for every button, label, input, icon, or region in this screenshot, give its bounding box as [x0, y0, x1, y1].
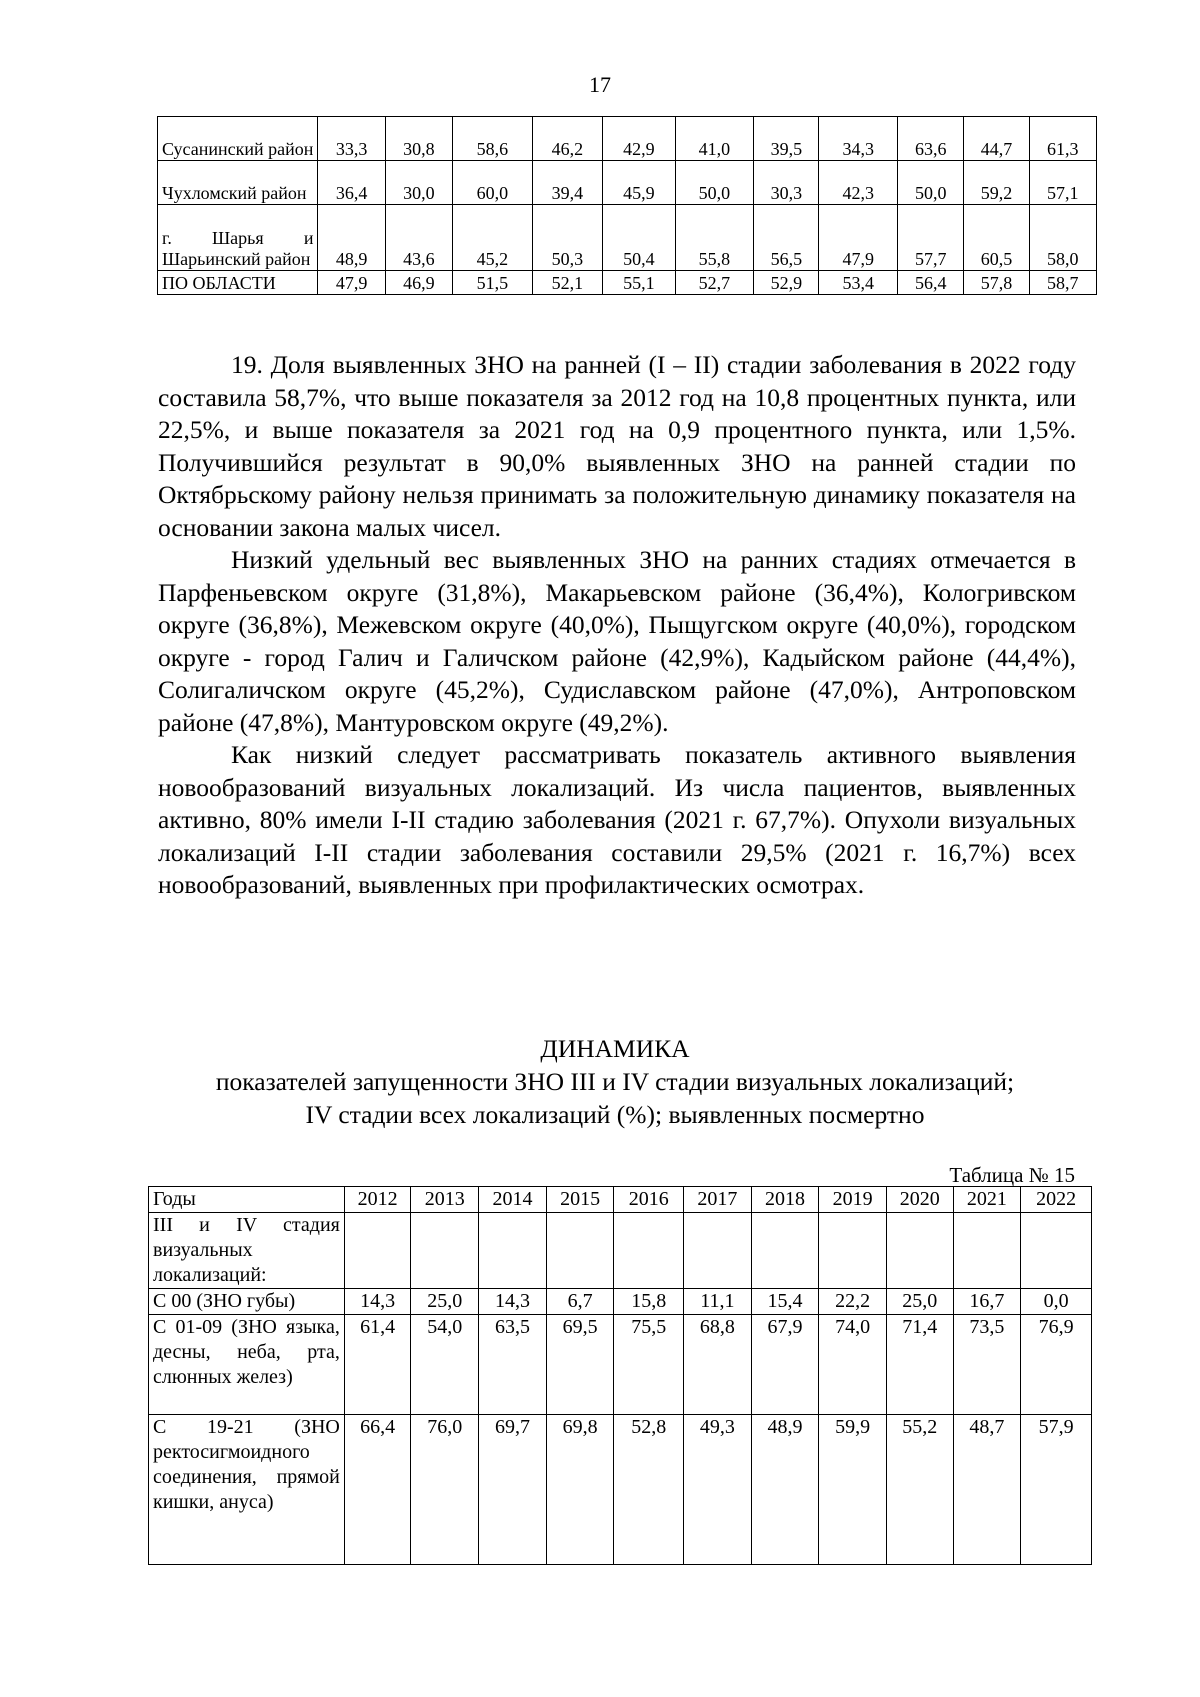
heading-title: ДИНАМИКА — [540, 1034, 690, 1063]
value-cell: 60,0 — [453, 161, 533, 205]
value-cell: 52,1 — [532, 271, 602, 295]
value-cell: 14,3 — [479, 1289, 547, 1315]
paragraph: Как низкий следует рассматривать показатель активного выявления новообразований визуальных локализаций. Из числа пациентов, выявленных активно, 80% имели I-II стадию заболевания (2021 г. 67,7%). Опухоли визуальных локализаций I-II стадии заболевания составили 29,5% (2021 г. 16,7%) всех новообразований, выявленных при профилактических осмотрах. — [158, 740, 1076, 899]
empty-cell — [411, 1213, 479, 1289]
value-cell: 52,9 — [754, 271, 819, 295]
page-number: 17 — [589, 72, 611, 97]
empty-cell — [614, 1213, 684, 1289]
row-label-cell: С 19-21 (ЗНО ректосигмоидного соединения, прямой кишки, ануса) — [149, 1415, 345, 1565]
value-cell: 53,4 — [819, 271, 898, 295]
value-cell: 41,0 — [675, 117, 754, 161]
empty-cell — [953, 1213, 1021, 1289]
value-cell: 73,5 — [953, 1315, 1021, 1415]
value-cell: 69,8 — [546, 1415, 614, 1565]
table-heading — [150, 1032, 1080, 1131]
value-cell: 36,4 — [318, 161, 385, 205]
value-cell: 76,0 — [411, 1415, 479, 1565]
value-cell: 57,1 — [1029, 161, 1096, 205]
value-cell: 58,7 — [1029, 271, 1096, 295]
value-cell: 67,9 — [751, 1315, 819, 1415]
value-cell: 59,9 — [819, 1415, 887, 1565]
value-cell: 14,3 — [344, 1289, 411, 1315]
value-cell: 30,0 — [385, 161, 452, 205]
value-cell: 15,8 — [614, 1289, 684, 1315]
value-cell: 11,1 — [684, 1289, 752, 1315]
value-cell: 46,2 — [532, 117, 602, 161]
value-cell: 50,0 — [675, 161, 754, 205]
value-cell: 33,3 — [318, 117, 385, 161]
table-row — [149, 1315, 1092, 1415]
table-row — [158, 161, 1097, 205]
value-cell: 55,8 — [675, 205, 754, 271]
value-cell: 25,0 — [411, 1289, 479, 1315]
year-header-cell: 2022 — [1021, 1187, 1092, 1213]
heading-subtitle-line1: показателей запущенности ЗНО III и IV стадии визуальных локализаций; — [215, 1067, 1015, 1096]
value-cell: 34,3 — [819, 117, 898, 161]
value-cell: 0,0 — [1021, 1289, 1092, 1315]
paragraph: 19. Доля выявленных ЗНО на ранней (I – II) стадии заболевания в 2022 году составила 58,7%, что выше показателя за 2012 год на 10,8 процентных пункта, или 22,5%, и выше показателя за 2021 год на 0,9 процентного пункта, или 1,5%. Получившийся результат в 90,0% выявленных ЗНО на ранней стадии по Октябрьскому району нельзя принимать за положительную динамику показателя на основании закона малых чисел. — [158, 350, 1076, 542]
value-cell: 25,0 — [886, 1289, 953, 1315]
year-header-cell: 2013 — [411, 1187, 479, 1213]
value-cell: 69,5 — [546, 1315, 614, 1415]
value-cell: 51,5 — [453, 271, 533, 295]
value-cell: 57,7 — [898, 205, 964, 271]
year-header-cell: 2014 — [479, 1187, 547, 1213]
section-label-cell: III и IV стадия визуальных локализаций: — [149, 1213, 345, 1289]
value-cell: 75,5 — [614, 1315, 684, 1415]
value-cell: 52,7 — [675, 271, 754, 295]
heading-subtitle-line2: IV стадии всех локализаций (%); выявленных посмертно — [305, 1100, 925, 1129]
neglect-dynamics-table — [148, 1186, 1092, 1565]
value-cell: 47,9 — [318, 271, 385, 295]
value-cell: 39,5 — [754, 117, 819, 161]
value-cell: 59,2 — [964, 161, 1029, 205]
value-cell: 63,5 — [479, 1315, 547, 1415]
table-row — [158, 117, 1097, 161]
district-name-cell: г. Шарья и Шарьинский район — [158, 205, 318, 271]
value-cell: 71,4 — [886, 1315, 953, 1415]
value-cell: 56,4 — [898, 271, 964, 295]
table-header-row — [149, 1187, 1092, 1213]
value-cell: 39,4 — [532, 161, 602, 205]
empty-cell — [479, 1213, 547, 1289]
empty-cell — [751, 1213, 819, 1289]
value-cell: 44,7 — [964, 117, 1029, 161]
body-text — [158, 349, 1076, 902]
paragraph: Низкий удельный вес выявленных ЗНО на ранних стадиях отмечается в Парфеньевском округе (31,8%), Макарьевском районе (36,4%), Кологривском округе (36,8%), Межевском округе (40,0%), Пыщугском округе (40,0%), городском округе - город Галич и Галичском районе (42,9%), Кадыйском районе (44,4%), Солигаличском округе (45,2%), Судиславском районе (47,0%), Антроповском районе (47,8%), Мантуровском округе (49,2%). — [158, 545, 1076, 737]
section-row — [149, 1213, 1092, 1289]
empty-cell — [886, 1213, 953, 1289]
value-cell: 42,9 — [603, 117, 675, 161]
value-cell: 48,9 — [318, 205, 385, 271]
empty-cell — [344, 1213, 411, 1289]
value-cell: 16,7 — [953, 1289, 1021, 1315]
year-header-cell: 2020 — [886, 1187, 953, 1213]
value-cell: 30,3 — [754, 161, 819, 205]
value-cell: 58,0 — [1029, 205, 1096, 271]
year-header-cell: 2016 — [614, 1187, 684, 1213]
value-cell: 69,7 — [479, 1415, 547, 1565]
year-header-cell: 2019 — [819, 1187, 887, 1213]
years-header-cell: Годы — [149, 1187, 345, 1213]
value-cell: 52,8 — [614, 1415, 684, 1565]
empty-cell — [546, 1213, 614, 1289]
value-cell: 76,9 — [1021, 1315, 1092, 1415]
year-header-cell: 2012 — [344, 1187, 411, 1213]
value-cell: 60,5 — [964, 205, 1029, 271]
row-label-cell: С 00 (ЗНО губы) — [149, 1289, 345, 1315]
value-cell: 54,0 — [411, 1315, 479, 1415]
value-cell: 57,8 — [964, 271, 1029, 295]
value-cell: 48,7 — [953, 1415, 1021, 1565]
row-label-cell: С 01-09 (ЗНО языка, десны, неба, рта, слюнных желез) — [149, 1315, 345, 1415]
value-cell: 50,0 — [898, 161, 964, 205]
value-cell: 56,5 — [754, 205, 819, 271]
value-cell: 6,7 — [546, 1289, 614, 1315]
year-header-cell: 2018 — [751, 1187, 819, 1213]
year-header-cell: 2015 — [546, 1187, 614, 1213]
value-cell: 47,9 — [819, 205, 898, 271]
value-cell: 22,2 — [819, 1289, 887, 1315]
table-row — [158, 271, 1097, 295]
value-cell: 46,9 — [385, 271, 452, 295]
value-cell: 30,8 — [385, 117, 452, 161]
table-row — [149, 1289, 1092, 1315]
year-header-cell: 2017 — [684, 1187, 752, 1213]
value-cell: 43,6 — [385, 205, 452, 271]
empty-cell — [684, 1213, 752, 1289]
value-cell: 55,1 — [603, 271, 675, 295]
value-cell: 45,9 — [603, 161, 675, 205]
value-cell: 63,6 — [898, 117, 964, 161]
value-cell: 50,4 — [603, 205, 675, 271]
table-number-label: Таблица № 15 — [949, 1163, 1075, 1187]
value-cell: 48,9 — [751, 1415, 819, 1565]
district-name-cell: Сусанинский район — [158, 117, 318, 161]
district-stats-table — [157, 116, 1097, 295]
district-name-cell: Чухломский район — [158, 161, 318, 205]
table-row — [158, 205, 1097, 271]
table-row — [149, 1415, 1092, 1565]
value-cell: 66,4 — [344, 1415, 411, 1565]
value-cell: 58,6 — [453, 117, 533, 161]
value-cell: 68,8 — [684, 1315, 752, 1415]
value-cell: 50,3 — [532, 205, 602, 271]
empty-cell — [1021, 1213, 1092, 1289]
empty-cell — [819, 1213, 887, 1289]
value-cell: 45,2 — [453, 205, 533, 271]
value-cell: 15,4 — [751, 1289, 819, 1315]
value-cell: 42,3 — [819, 161, 898, 205]
value-cell: 74,0 — [819, 1315, 887, 1415]
value-cell: 49,3 — [684, 1415, 752, 1565]
value-cell: 61,4 — [344, 1315, 411, 1415]
district-name-cell: ПО ОБЛАСТИ — [158, 271, 318, 295]
value-cell: 55,2 — [886, 1415, 953, 1565]
value-cell: 61,3 — [1029, 117, 1096, 161]
year-header-cell: 2021 — [953, 1187, 1021, 1213]
value-cell: 57,9 — [1021, 1415, 1092, 1565]
